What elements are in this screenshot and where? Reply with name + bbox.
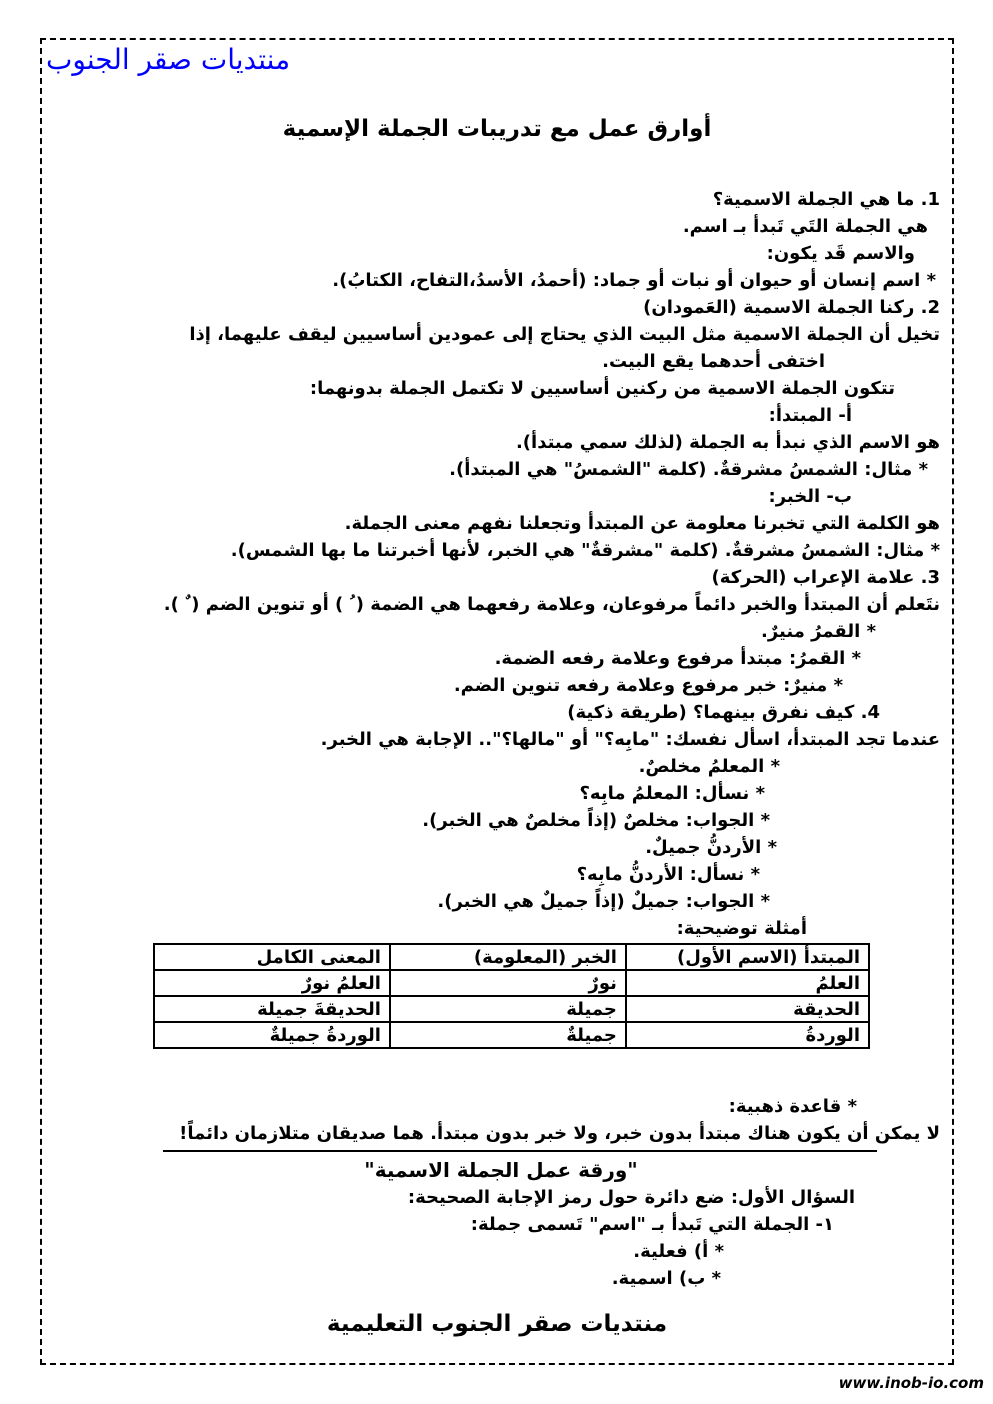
table-cell: نورٌ xyxy=(390,970,626,996)
doc-line: هو الاسم الذي نبدأ به الجملة (لذلك سمي مبتدأ). xyxy=(515,432,940,453)
doc-line: والاسم قَد يكون: xyxy=(766,243,915,264)
table-cell: الوردةُ xyxy=(626,1022,869,1048)
doc-line: تخيل أن الجملة الاسمية مثل البيت الذي يحتاج إلى عمودين أساسيين ليقف عليهما، إذا xyxy=(189,324,940,345)
worksheet-section xyxy=(42,1157,952,1292)
doc-line: * اسم إنسان أو حيوان أو نبات أو جماد: (أحمدُ، الأسدُ،التفاح، الكتابُ). xyxy=(332,270,936,291)
doc-line: هي الجملة التَي تَبدأ بـ اسم. xyxy=(682,216,928,237)
doc-line: هو الكلمة التي تخبرنا معلومة عن المبتدأ وتجعلنا نفهم معنى الجملة. xyxy=(344,513,940,534)
examples-table xyxy=(153,943,870,1049)
doc-line: * الأردنُّ جميلٌ. xyxy=(645,837,777,858)
question-1: ١- الجملة التي تَبدأ بـ "اسم" تَسمى جملة: xyxy=(470,1214,834,1235)
question-1-label: السؤال الأول: ضع دائرة حول رمز الإجابة الصحيحة: xyxy=(407,1187,855,1208)
document-sheet xyxy=(40,38,954,1365)
table-cell: جميلة xyxy=(390,996,626,1022)
golden-rule-text: لا يمكن أن يكون هناك مبتدأ بدون خبر، ولا خبر بدون مبتدأ. هما صديقان متلازمان دائماً! xyxy=(179,1123,940,1144)
table-header-cell: المبتدأ (الاسم الأول) xyxy=(626,944,869,970)
table-row xyxy=(154,970,869,996)
golden-rule-section xyxy=(42,1093,952,1147)
doc-line: * نسأل: المعلمُ مابِه؟ xyxy=(579,783,765,804)
table-cell: العلمُ xyxy=(626,970,869,996)
doc-line: * منيرٌ: خبر مرفوع وعلامة رفعه تنوين الضم. xyxy=(453,675,843,696)
doc-line: * الجواب: مخلصٌ (إذاً مخلصٌ هي الخبر). xyxy=(422,810,770,831)
option-a: * أ) فعلية. xyxy=(633,1241,724,1262)
doc-line: * القمرُ: مبتدأ مرفوع وعلامة رفعه الضمة. xyxy=(494,648,861,669)
table-cell: الحديقةَ جميلة xyxy=(154,996,390,1022)
document-title: أوارق عمل مع تدريبات الجملة الإسمية xyxy=(282,116,712,142)
golden-rule-label: * قاعدة ذهبية: xyxy=(728,1096,857,1117)
table-header-cell: المعنى الكامل xyxy=(154,944,390,970)
doc-line: 3. علامة الإعراب (الحركة) xyxy=(711,567,940,588)
doc-line: * مثال: الشمسُ مشرقةٌ. (كلمة "مشرقةٌ" هي الخبر، لأنها أخبرتنا ما بها الشمس). xyxy=(230,540,940,561)
doc-line: 4. كيف نفرق بينهما؟ (طريقة ذكية) xyxy=(567,702,880,723)
table-header-row xyxy=(154,944,869,970)
doc-line: * مثال: الشمسُ مشرقةٌ. (كلمة "الشمسُ" هي المبتدأ). xyxy=(449,459,928,480)
table-cell: الحديقة xyxy=(626,996,869,1022)
doc-line: * المعلمُ مخلصٌ. xyxy=(638,756,780,777)
doc-line: أمثلة توضيحية: xyxy=(676,918,807,939)
table-cell: جميلةٌ xyxy=(390,1022,626,1048)
forum-watermark: منتديات صقر الجنوب xyxy=(46,43,291,76)
worksheet-title: "ورقة عمل الجملة الاسمية" xyxy=(364,1158,638,1182)
doc-line: * نسأل: الأردنُّ مابِه؟ xyxy=(576,864,760,885)
doc-line: * الجواب: جميلٌ (إذاً جميلٌ هي الخبر). xyxy=(437,891,770,912)
doc-line: ب- الخبر: xyxy=(768,486,852,507)
table-row xyxy=(154,1022,869,1048)
table-cell: الوردةُ جميلةٌ xyxy=(154,1022,390,1048)
doc-line: نتَعلم أن المبتدأ والخبر دائماً مرفوعان، وعلامة رفعهما هي الضمة ( ُ ) أو تنوين الضم ( ٌ ). xyxy=(163,594,940,615)
doc-line: اختفى أحدهما يقع البيت. xyxy=(602,351,825,372)
table-row xyxy=(154,996,869,1022)
brand-footer: منتديات صقر الجنوب التعليمية xyxy=(326,1311,668,1337)
table-header-cell: الخبر (المعلومة) xyxy=(390,944,626,970)
doc-line: * القمرُ منيرٌ. xyxy=(761,621,876,642)
section-divider xyxy=(163,1150,877,1152)
document-body xyxy=(42,186,952,942)
doc-line: تتكون الجملة الاسمية من ركنين أساسيين لا تكتمل الجملة بدونهما: xyxy=(309,378,895,399)
site-url: www.inob-io.com xyxy=(838,1374,984,1392)
doc-line: أ- المبتدأ: xyxy=(768,405,852,426)
doc-line: 2. ركنا الجملة الاسمية (العَمودان) xyxy=(643,297,940,318)
doc-line: 1. ما هي الجملة الاسمية؟ xyxy=(712,189,940,210)
table-cell: العلمُ نورٌ xyxy=(154,970,390,996)
option-b: * ب) اسمية. xyxy=(611,1268,721,1289)
doc-line: عندما تجد المبتدأ، اسأل نفسك: "مابِه؟" أو "مالها؟".. الإجابة هي الخبر. xyxy=(320,729,940,750)
